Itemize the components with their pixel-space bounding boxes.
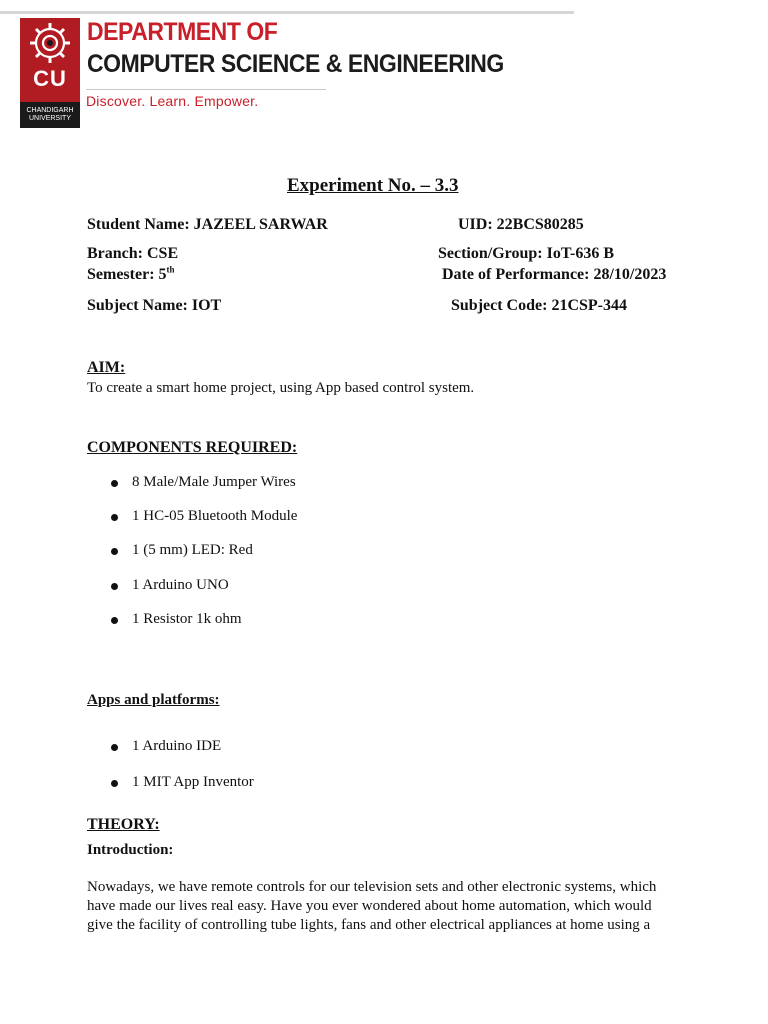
component-item: 1 HC-05 Bluetooth Module: [132, 508, 298, 524]
theory-line: give the facility of controlling tube lights, fans and other electrical appliances at home using a: [87, 917, 651, 933]
bullet-icon: [111, 548, 118, 555]
subject-code: Subject Code: 21CSP-344: [451, 297, 627, 314]
university-logo: [20, 18, 80, 122]
department-title-line2: COMPUTER SCIENCE & ENGINEERING: [87, 50, 504, 78]
subject-name: Subject Name: IOT: [87, 297, 222, 314]
theory-heading: THEORY:: [87, 816, 160, 833]
bullet-icon: [111, 583, 118, 590]
top-divider: [0, 11, 574, 14]
bullet-icon: [111, 744, 118, 751]
semester: [87, 266, 175, 284]
component-item: 1 (5 mm) LED: Red: [132, 542, 253, 558]
component-item: 1 Arduino UNO: [132, 577, 229, 593]
semester-label: Semester: 5: [87, 266, 167, 283]
date-of-performance: Date of Performance: 28/10/2023: [442, 266, 667, 283]
logo-university-label: [20, 102, 80, 128]
introduction-heading: Introduction:: [87, 842, 174, 858]
bullet-icon: [111, 780, 118, 787]
components-heading: COMPONENTS REQUIRED:: [87, 439, 298, 456]
department-title-line1: DEPARTMENT OF: [87, 18, 278, 46]
app-item: 1 MIT App Inventor: [132, 774, 254, 790]
apps-heading: Apps and platforms:: [87, 692, 220, 708]
logo-univ-line2: UNIVERSITY: [28, 115, 71, 122]
student-name: Student Name: JAZEEL SARWAR: [87, 216, 328, 233]
semester-suffix: th: [166, 264, 175, 275]
component-item: 1 Resistor 1k ohm: [132, 611, 242, 627]
section-group: Section/Group: IoT-636 B: [438, 245, 615, 262]
theory-line: have made our lives real easy. Have you ever wondered about home automation, which would: [87, 898, 652, 914]
app-item: 1 Arduino IDE: [132, 738, 222, 754]
theory-line: Nowadays, we have remote controls for our television sets and other electronic systems, which: [87, 879, 657, 895]
gear-emblem-icon: [20, 18, 80, 68]
experiment-title: Experiment No. – 3.3: [287, 175, 459, 196]
bullet-icon: [111, 617, 118, 624]
bullet-icon: [111, 514, 118, 521]
branch: Branch: CSE: [87, 245, 179, 262]
uid: UID: 22BCS80285: [458, 216, 584, 233]
logo-letters: CU: [33, 66, 67, 91]
aim-heading: AIM:: [87, 359, 126, 376]
tagline-divider: [86, 89, 326, 90]
bullet-icon: [111, 480, 118, 487]
logo-univ-line1: CHANDIGARH: [26, 107, 74, 114]
tagline: Discover. Learn. Empower.: [86, 93, 259, 109]
aim-text: To create a smart home project, using App based control system.: [87, 380, 475, 396]
component-item: 8 Male/Male Jumper Wires: [132, 474, 296, 490]
